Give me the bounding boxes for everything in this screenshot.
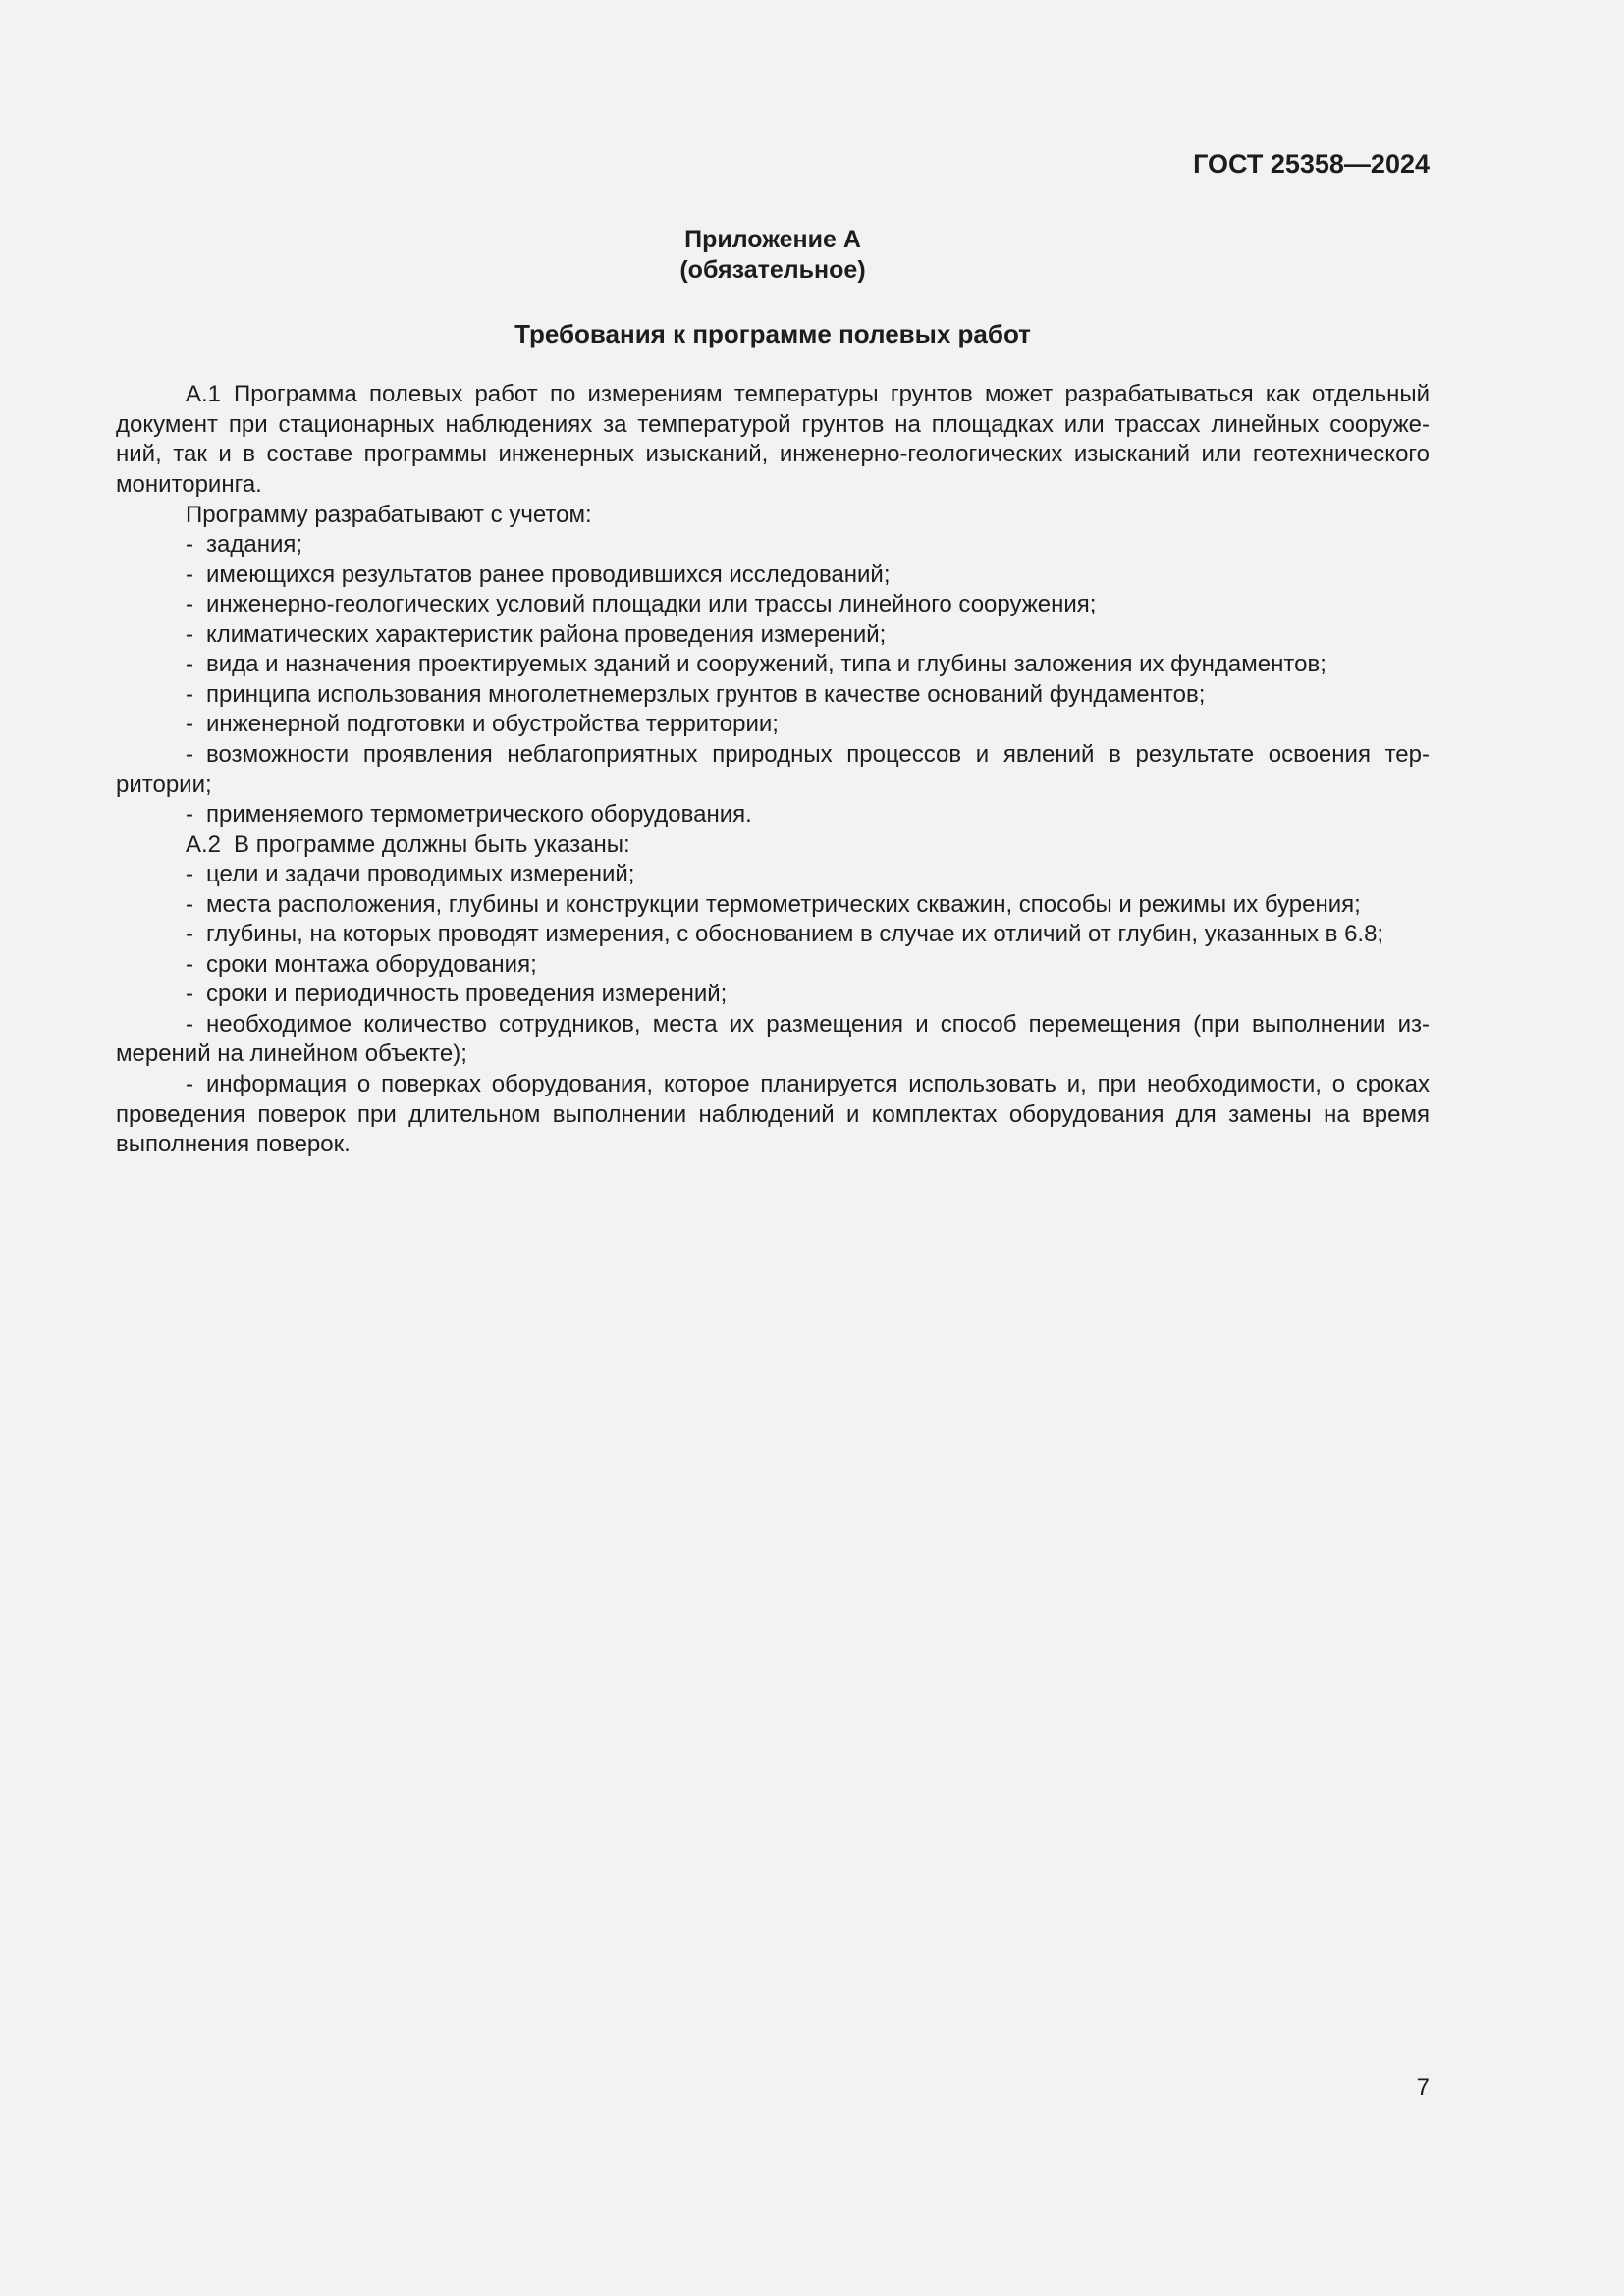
list-item	[116, 710, 1430, 740]
list-item-text: инженерно-геологических условий площадки или трассы линейного сооружения;	[206, 591, 1097, 618]
list-item-text: сроки монтажа оборудования;	[206, 950, 537, 978]
appendix-heading: Требования к программе полевых работ	[514, 319, 1031, 348]
list-item-text: глубины, на которых проводят измерения, с обоснованием в случае их отличий от глубин, указанных в 6.8;	[206, 921, 1384, 948]
list-item-text: места расположения, глубины и конструкции термометрических скважин, способы и режимы их бурения;	[206, 890, 1361, 918]
list-marker: -	[186, 561, 193, 588]
list-item	[116, 920, 1430, 950]
paragraph-text: В программе должны быть указаны:	[234, 830, 630, 858]
paragraph-line: мониторинга.	[116, 471, 262, 499]
list-item-text: необходимое количество сотрудников, места их размещения и способ перемещения (при выполнении из-	[206, 1010, 1430, 1038]
list-item	[116, 950, 1430, 981]
list-marker: -	[186, 531, 193, 559]
list-marker: -	[186, 680, 193, 708]
list-item-continuation: ритории;	[116, 771, 212, 798]
list-marker: -	[186, 1070, 193, 1097]
list-item-text: принципа использования многолетнемерзлых грунтов в качестве оснований фундаментов;	[206, 680, 1206, 708]
page-number: 7	[1416, 2074, 1430, 2101]
list-item	[116, 860, 1430, 890]
list-item	[116, 530, 1430, 561]
list-item-continuation: мерений на линейном объекте);	[116, 1041, 467, 1068]
list-item	[116, 1070, 1430, 1100]
list-item-text: инженерной подготовки и обустройства территории;	[206, 711, 779, 738]
list-item	[116, 680, 1430, 711]
list-marker: -	[186, 651, 193, 678]
clause-a2	[116, 830, 1430, 1160]
list-item-text: имеющихся результатов ранее проводившихся исследований;	[206, 561, 891, 588]
list-item-text: сроки и периодичность проведения измерений;	[206, 981, 728, 1008]
list-item-text: применяемого термометрического оборудования.	[206, 801, 752, 828]
list-item-text: вида и назначения проектируемых зданий и сооружений, типа и глубины заложения их фундаментов;	[206, 651, 1326, 678]
paragraph-line	[116, 830, 1430, 861]
paragraph-line: ний, так и в составе программы инженерных изысканий, инженерно-геологических изысканий или геотехнического	[116, 441, 1430, 468]
list-item	[116, 561, 1430, 591]
clause-label: А.1	[186, 381, 222, 408]
list-item	[116, 980, 1430, 1010]
list-item-continuation: выполнения поверок.	[116, 1131, 351, 1158]
list-marker: -	[186, 740, 193, 768]
document-number: ГОСТ 25358—2024	[1193, 149, 1430, 179]
list-marker: -	[186, 620, 193, 648]
list-marker: -	[186, 921, 193, 948]
list-item	[116, 620, 1430, 651]
list-item-text: задания;	[206, 531, 303, 559]
paragraph-text: Программа полевых работ по измерениям температуры грунтов может разрабатываться как отдельный	[234, 381, 1430, 408]
list-item	[116, 590, 1430, 620]
paragraph-line	[116, 380, 1430, 410]
list-item	[116, 740, 1430, 771]
list-item-continuation: проведения поверок при длительном выполнении наблюдений и комплектах оборудования для замены на время	[116, 1100, 1430, 1128]
list-item	[116, 650, 1430, 680]
paragraph-line: документ при стационарных наблюдениях за температурой грунтов на площадках или трассах линейных сооруже-	[116, 410, 1430, 438]
list-marker: -	[186, 861, 193, 888]
list-marker: -	[186, 890, 193, 918]
list-marker: -	[186, 591, 193, 618]
list-item-text: возможности проявления неблагоприятных природных процессов и явлений в результате освоения тер-	[206, 740, 1430, 768]
list-item	[116, 800, 1430, 830]
appendix-status: (обязательное)	[679, 256, 866, 284]
list-item-text: цели и задачи проводимых измерений;	[206, 861, 635, 888]
appendix-caption	[116, 225, 1430, 286]
list-item	[116, 1010, 1430, 1041]
clause-label: А.2	[186, 830, 222, 858]
document-body	[116, 380, 1430, 1159]
clause-a1	[116, 380, 1430, 829]
list-item-text: климатических характеристик района проведения измерений;	[206, 620, 887, 648]
list-marker: -	[186, 950, 193, 978]
list-intro: Программу разрабатывают с учетом:	[186, 501, 592, 528]
list-item	[116, 890, 1430, 921]
list-marker: -	[186, 801, 193, 828]
list-marker: -	[186, 981, 193, 1008]
list-marker: -	[186, 711, 193, 738]
list-item-text: информация о поверках оборудования, которое планируется использовать и, при необходимости, о сроках	[206, 1070, 1430, 1097]
list-marker: -	[186, 1010, 193, 1038]
appendix-title: Приложение А	[684, 226, 861, 253]
